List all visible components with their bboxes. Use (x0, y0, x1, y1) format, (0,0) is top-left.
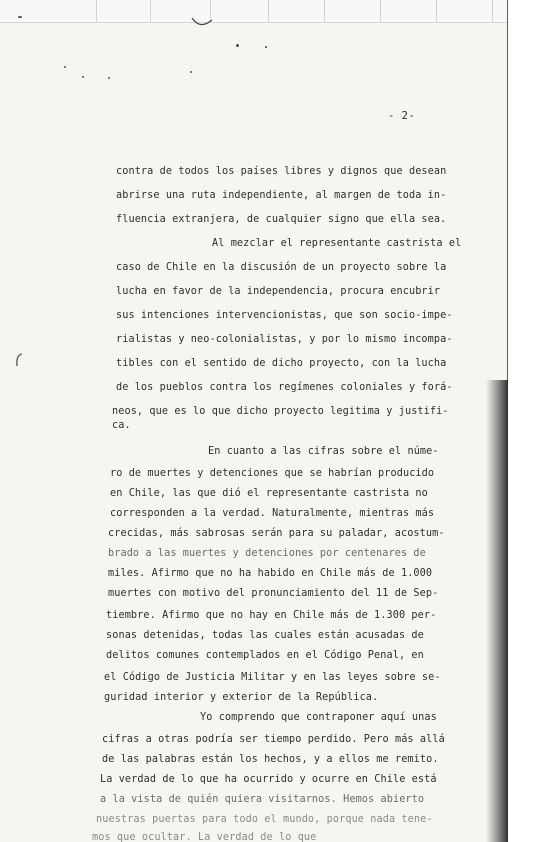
text-line: brado a las muertes y detenciones por centenares de (108, 548, 426, 559)
pen-scribble-mark (190, 16, 214, 30)
text-line: Yo comprendo que contraponer aquí unas (200, 712, 437, 723)
text-line: muertes con motivo del pronunciamiento del 11 de Sep- (108, 588, 439, 599)
scan-speck (18, 16, 22, 18)
text-line: guridad interior y exterior de la República. (104, 692, 379, 703)
text-line: en Chile, las que dió el representante castrista no (110, 488, 428, 499)
scan-top-strip (0, 0, 510, 23)
scan-grid-line (492, 0, 493, 22)
text-line: rialistas y neo-colonialistas, y por lo mismo incompa- (116, 334, 453, 345)
scan-speck (82, 76, 84, 78)
text-line: nuestras puertas para todo el mundo, porque nada tene- (96, 814, 433, 825)
page-number: - 2- (388, 110, 416, 122)
text-line: ca. (112, 420, 131, 431)
text-line: fluencia extranjera, de cualquier signo que ella sea. (116, 214, 447, 225)
scan-grid-line (436, 0, 437, 22)
text-line: miles. Afirmo que no ha habido en Chile más de 1.000 (108, 568, 433, 579)
scan-margin (508, 0, 540, 842)
text-line: de los pueblos contra los regímenes coloniales y forá- (116, 382, 453, 393)
text-line: La verdad de lo que ha ocurrido y ocurre en Chile está (100, 774, 437, 785)
scan-grid-line (380, 0, 381, 22)
text-line: lucha en favor de la independencia, procura encubrir (116, 286, 441, 297)
text-line: neos, que es lo que dicho proyecto legitima y justifi- (112, 406, 449, 417)
text-line: abrirse una ruta independiente, al margen de toda in- (116, 190, 447, 201)
text-line: crecidas, más sabrosas serán para su paladar, acostum- (108, 528, 445, 539)
text-line: cifras a otras podría ser tiempo perdido. Pero más allá (102, 734, 445, 745)
scan-speck (108, 77, 110, 79)
text-line: sonas detenidas, todas las cuales están acusadas de (106, 630, 424, 641)
text-line: ro de muertes y detenciones que se habrían producido (110, 468, 435, 479)
scan-grid-line (324, 0, 325, 22)
text-line: mos que ocultar. La verdad de lo que (92, 832, 317, 842)
text-line: tiembre. Afirmo que no hay en Chile más de 1.300 per- (106, 610, 437, 621)
scan-grid-line (150, 0, 151, 22)
text-line: delitos comunes contemplados en el Código Penal, en (106, 650, 424, 661)
scan-speck (236, 44, 239, 47)
text-line: caso de Chile en la discusión de un proyecto sobre la (116, 262, 447, 273)
text-line: En cuanto a las cifras sobre el núme- (208, 446, 439, 457)
scan-speck (265, 46, 267, 48)
text-line: Al mezclar el representante castrista el (212, 238, 462, 249)
text-line: a la vista de quién quiera visitarnos. Hemos abierto (100, 794, 425, 805)
text-line: corresponden a la verdad. Naturalmente, mientras más (110, 508, 435, 519)
scan-speck (190, 71, 192, 73)
scan-grid-line (96, 0, 97, 22)
text-line: contra de todos los países libres y dignos que desean (116, 166, 447, 177)
scan-grid-line (268, 0, 269, 22)
text-line: sus intenciones intervencionistas, que son socio-impe- (116, 310, 453, 321)
text-line: el Código de Justicia Militar y en las leyes sobre se- (104, 672, 441, 683)
binder-hole-mark (14, 352, 24, 368)
text-line: tibles con el sentido de dicho proyecto, con la lucha (116, 358, 447, 369)
scan-speck (64, 66, 66, 68)
text-line: de las palabras están los hechos, y a ellos me remito. (102, 754, 439, 765)
